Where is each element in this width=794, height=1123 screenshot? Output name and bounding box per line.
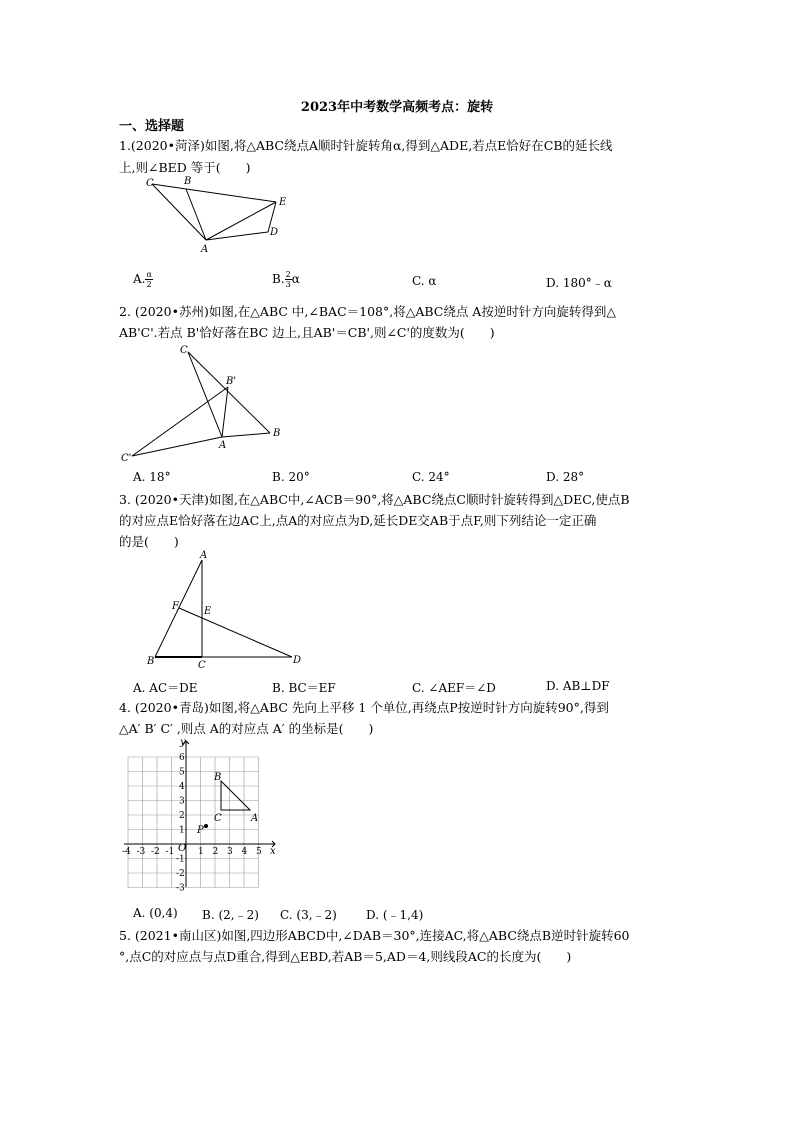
q4-text-line2: △A′ B′ C′ ,则点 A的对应点 A′ 的坐标是( )	[119, 721, 374, 736]
q2-label-A: A	[219, 440, 227, 451]
q2-label-Cprime: C'	[121, 453, 132, 464]
q5-text-line2: °,点C的对应点与点D重合,得到△EBD,若AB＝5,AD＝4,则线段AC的长度为( )	[119, 949, 572, 964]
q2-figure	[118, 340, 298, 465]
q1-label-D: D	[270, 227, 279, 238]
q4-y-tick-label: -3	[176, 883, 185, 894]
q4-x-tick-label: -1	[165, 847, 175, 857]
q2-line-AB	[222, 433, 270, 437]
q4-label-A: A	[251, 813, 259, 824]
q3-text-line2: 的对应点E恰好落在边AC上,点A的对应点为D,延长DE交AB于点F,则下列结论一定正确	[119, 513, 597, 528]
q2-label-B: B	[273, 428, 281, 439]
q3-option-a: A. AC＝DE	[133, 681, 198, 695]
q3-label-F: F	[172, 601, 179, 612]
q4-y-tick-label: 1	[179, 825, 185, 836]
q4-label-y: y	[180, 737, 186, 748]
q5-text-line1: 5. (2021•南山区)如图,四边形ABCD中,∠DAB＝30°,连接AC,将△ABC绕点B逆时针旋转60	[119, 928, 630, 943]
q1-label-B: B	[184, 176, 192, 187]
page-title: 2023年中考数学高频考点：旋转	[300, 100, 494, 115]
q3-text-line1: 3. (2020•天津)如图,在△ABC中,∠ACB＝90°,将△ABC绕点C顺时针旋转得到△DEC,使点B	[119, 492, 630, 507]
q4-option-a: A. (0,4)	[133, 906, 178, 920]
q2-option-a: A. 18°	[133, 470, 171, 484]
q2-text-line1: 2. (2020•苏州)如图,在△ABC 中,∠BAC＝108°,将△ABC绕点 A按逆时针方向旋转得到△	[119, 304, 616, 319]
q4-x-tick-label: 3	[227, 847, 233, 857]
q4-y-tick-label: 3	[179, 796, 185, 807]
q4-y-tick-label: 5	[179, 767, 185, 778]
q4-label-B: B	[214, 772, 222, 783]
q2-line-AB'	[222, 387, 228, 437]
section-heading: 一、选择题	[119, 119, 185, 134]
q1-line-CA	[152, 184, 206, 240]
q4-triangle-ABC	[221, 781, 250, 810]
q4-label-O: O	[178, 843, 187, 854]
q2-text-line2: AB'C'.若点 B'恰好落在BC 边上,且AB'＝CB',则∠C'的度数为( )	[119, 325, 495, 340]
q3-label-C: C	[198, 660, 206, 671]
q4-text-line1: 4. (2020•青岛)如图,将△ABC 先向上平移 1 个单位,再绕点P按逆时针方向旋转90°,得到	[119, 700, 609, 715]
q1-option-c: C. α	[412, 274, 437, 288]
q3-line-FD	[179, 608, 292, 657]
q1-label-C: C	[146, 178, 154, 189]
q3-label-D: D	[293, 655, 302, 666]
q4-point-P	[204, 824, 208, 828]
q4-option-c: C. (3,﹣2)	[280, 908, 337, 922]
q2-line-CB	[188, 352, 270, 433]
q1-option-a: A. $\frac{\alpha}{2}$	[133, 270, 152, 289]
q3-option-b: B. BC＝EF	[272, 681, 336, 695]
q1-text-line2: 上,则∠BED 等于( )	[119, 160, 251, 175]
q4-coordinate-grid	[120, 737, 280, 892]
q4-x-tick-label: 2	[212, 847, 219, 857]
q4-label-P: P	[197, 825, 204, 836]
q1-line-AE	[206, 202, 279, 240]
q4-option-b: B. (2,﹣2)	[202, 908, 259, 922]
q1-line-AD	[206, 232, 268, 240]
q4-x-tick-label: -3	[136, 847, 146, 857]
q3-text-line3: 的是( )	[119, 534, 179, 549]
q3-label-B: B	[147, 656, 155, 667]
q1-label-A: A	[201, 244, 209, 255]
q4-y-tick-label: 4	[179, 782, 185, 792]
q4-label-C: C	[214, 813, 222, 824]
q4-y-tick-label: -1	[176, 854, 185, 865]
q4-y-tick-label: -2	[176, 869, 185, 879]
q2-option-c: C. 24°	[412, 470, 450, 484]
q4-x-tick-label: 1	[198, 847, 204, 857]
q4-x-tick-label: 5	[256, 847, 262, 857]
q4-option-d: D. (﹣1,4)	[366, 908, 424, 922]
q1-line-BA	[186, 189, 206, 240]
q1-line-CE	[152, 184, 276, 202]
q4-y-tick-label: 6	[179, 753, 185, 763]
q3-label-E: E	[204, 606, 212, 617]
q3-option-d: D. AB⊥DF	[546, 679, 610, 693]
q2-option-b: B. 20°	[272, 470, 310, 484]
q4-x-tick-label: 4	[241, 847, 248, 857]
q2-label-C: C	[180, 345, 188, 356]
q3-option-c: C. ∠AEF＝∠D	[412, 681, 496, 695]
q4-x-tick-label: -2	[151, 847, 160, 857]
q1-text-line1: 1.(2020•菏泽)如图,将△ABC绕点A顺时针旋转角α,得到△ADE,若点E恰好在CB的延长线	[119, 138, 613, 153]
q2-label-Bprime: B'	[226, 376, 237, 387]
q3-figure	[142, 550, 312, 670]
q4-x-tick-label: -4	[122, 847, 131, 857]
q4-label-x: x	[270, 846, 276, 857]
q4-y-tick-label: 2	[179, 811, 185, 821]
q1-figure	[140, 172, 300, 262]
q1-option-b: B. $\frac{2}{3}$ α	[272, 270, 300, 289]
q2-option-d: D. 28°	[546, 470, 585, 484]
q1-label-E: E	[279, 197, 287, 208]
q1-option-d: D. 180°﹣α	[546, 276, 612, 290]
q3-label-A: A	[200, 550, 208, 561]
